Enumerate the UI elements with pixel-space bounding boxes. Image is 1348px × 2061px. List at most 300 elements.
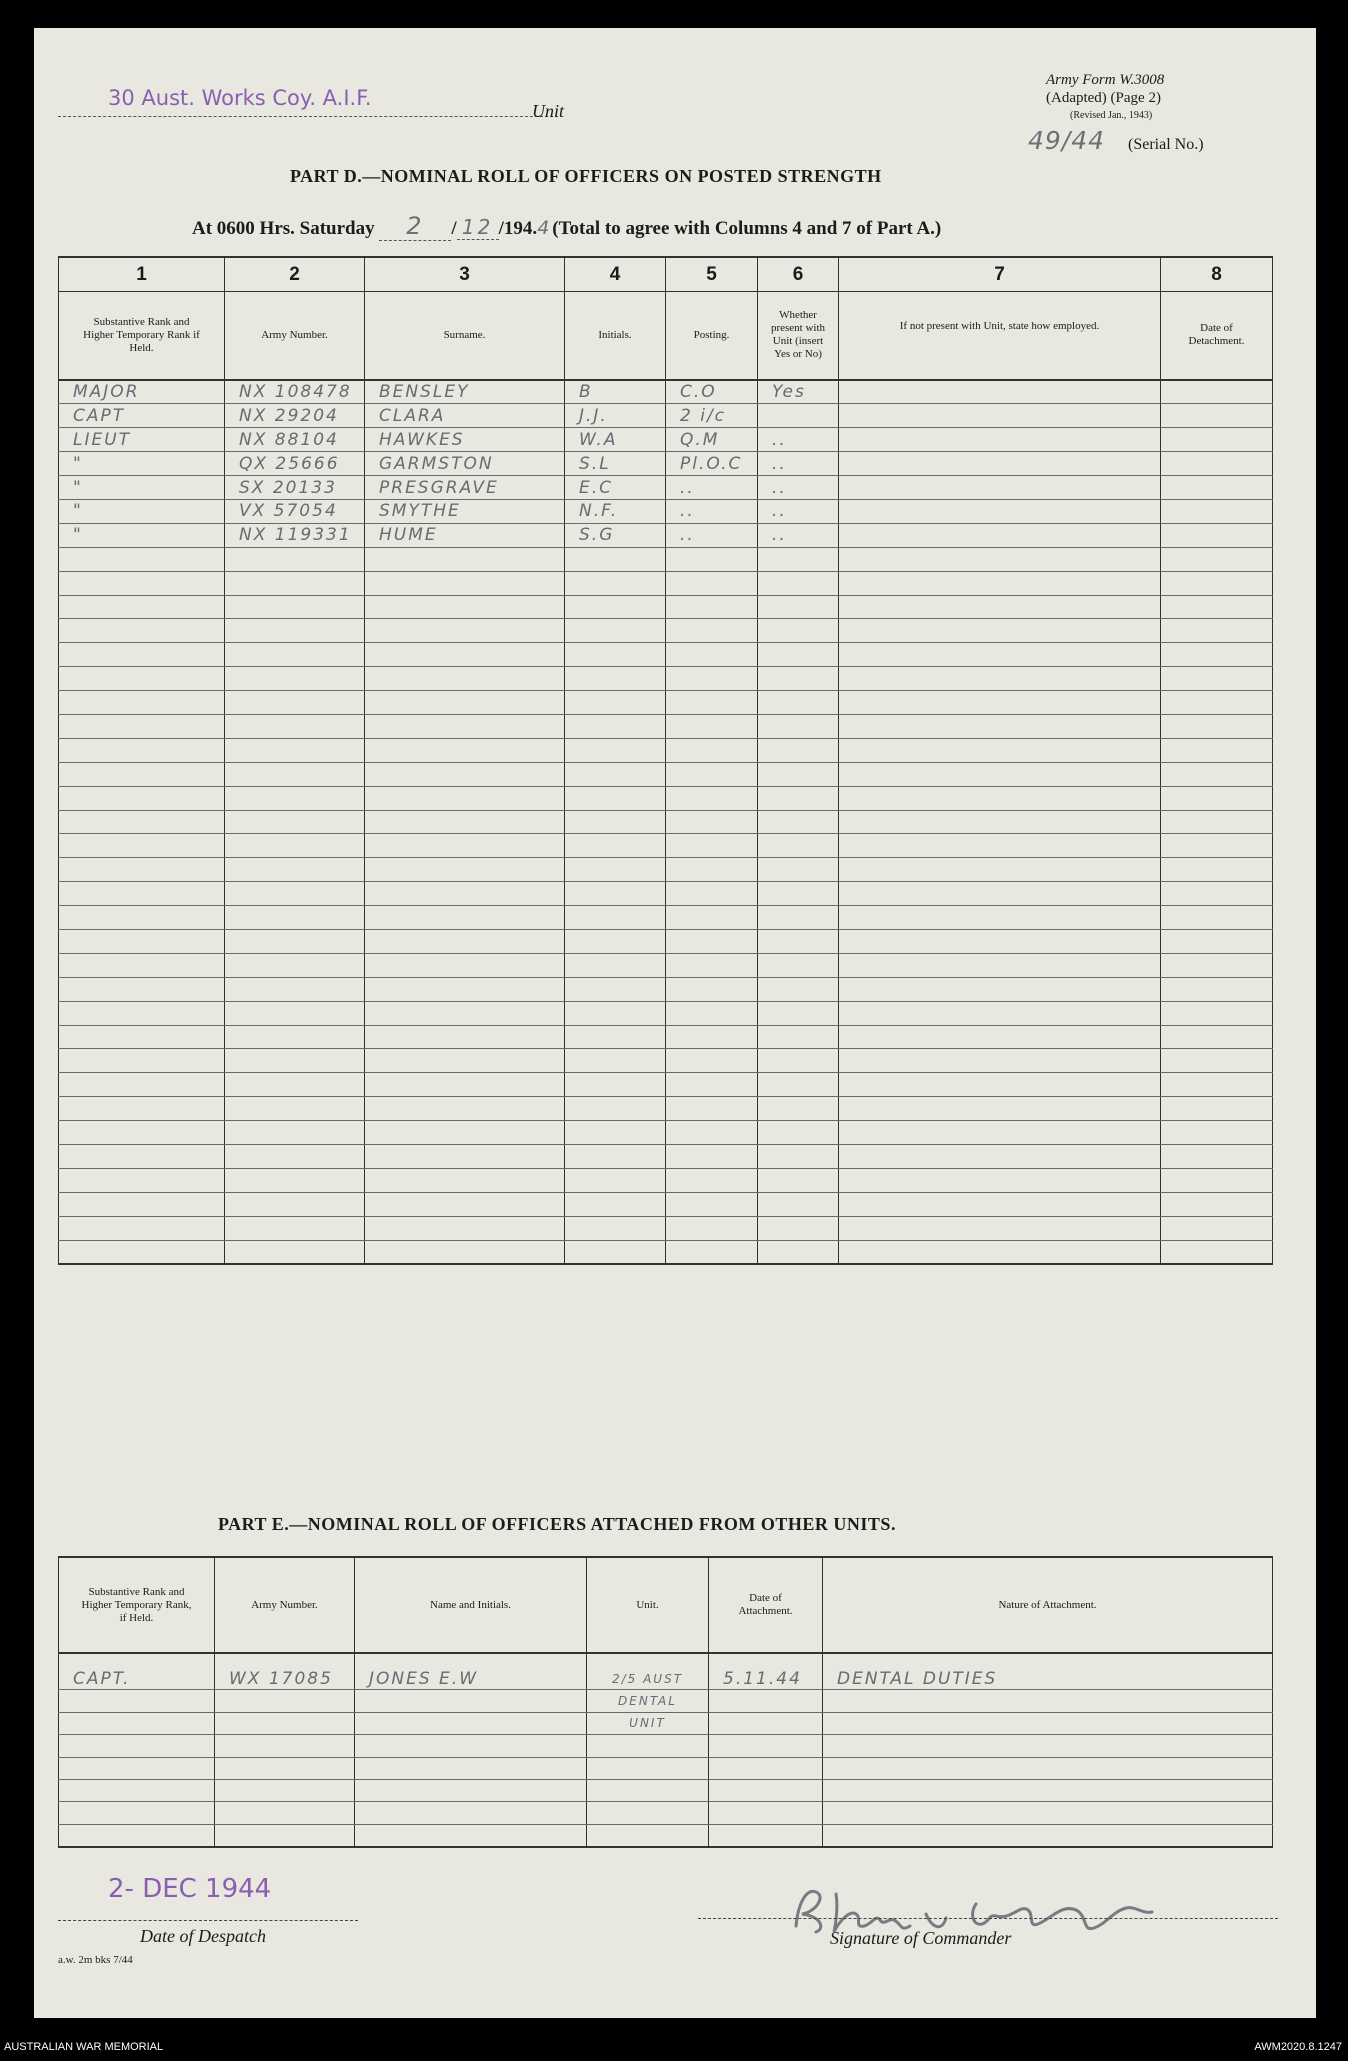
table-row bbox=[59, 786, 1273, 810]
form-revised: (Revised Jan., 1943) bbox=[1070, 110, 1153, 121]
table-cell bbox=[565, 595, 666, 619]
table-cell bbox=[1161, 499, 1273, 523]
table-cell bbox=[758, 810, 839, 834]
table-cell bbox=[839, 476, 1161, 500]
table-cell bbox=[666, 595, 758, 619]
table-cell: 2/5 AUST bbox=[587, 1653, 709, 1690]
table-cell bbox=[225, 1216, 365, 1240]
table-cell bbox=[565, 547, 666, 571]
table-row bbox=[59, 1216, 1273, 1240]
table-cell bbox=[225, 714, 365, 738]
table-cell bbox=[666, 810, 758, 834]
table-cell bbox=[666, 1192, 758, 1216]
table-cell bbox=[365, 571, 565, 595]
table-cell bbox=[59, 1757, 215, 1779]
table-cell bbox=[666, 571, 758, 595]
table-cell bbox=[565, 906, 666, 930]
table-cell bbox=[666, 834, 758, 858]
table-row bbox=[59, 738, 1273, 762]
table-cell bbox=[365, 810, 565, 834]
table-cell bbox=[1161, 1121, 1273, 1145]
table-cell bbox=[365, 1001, 565, 1025]
table-cell bbox=[1161, 906, 1273, 930]
table-cell bbox=[839, 547, 1161, 571]
table-cell bbox=[565, 762, 666, 786]
table-cell bbox=[839, 977, 1161, 1001]
table-cell: UNIT bbox=[587, 1712, 709, 1734]
table-cell bbox=[758, 1001, 839, 1025]
table-cell: SMYTHE bbox=[365, 499, 565, 523]
table-cell bbox=[565, 1121, 666, 1145]
table-cell bbox=[839, 452, 1161, 476]
table-cell bbox=[839, 523, 1161, 547]
e-header-army-number: Army Number. bbox=[215, 1557, 355, 1653]
table-cell bbox=[666, 1097, 758, 1121]
table-row bbox=[59, 1779, 1273, 1801]
part-e-table bbox=[58, 1556, 1273, 1848]
table-cell bbox=[59, 1121, 225, 1145]
table-row bbox=[59, 1025, 1273, 1049]
table-row bbox=[59, 643, 1273, 667]
table-row bbox=[59, 714, 1273, 738]
table-cell: C.O bbox=[666, 380, 758, 404]
table-cell bbox=[758, 953, 839, 977]
table-cell bbox=[839, 834, 1161, 858]
table-cell bbox=[225, 1192, 365, 1216]
table-cell: " bbox=[59, 499, 225, 523]
table-cell: NX 29204 bbox=[225, 404, 365, 428]
table-cell bbox=[758, 929, 839, 953]
table-cell bbox=[666, 953, 758, 977]
table-cell bbox=[709, 1824, 823, 1847]
table-cell bbox=[823, 1690, 1273, 1712]
time-prefix: At 0600 Hrs. Saturday bbox=[192, 218, 375, 239]
table-cell bbox=[59, 667, 225, 691]
table-cell bbox=[1161, 953, 1273, 977]
table-cell bbox=[59, 858, 225, 882]
table-row bbox=[59, 1121, 1273, 1145]
table-row bbox=[59, 1240, 1273, 1264]
col-number-5: 5 bbox=[666, 257, 758, 292]
table-row bbox=[59, 1653, 1273, 1690]
table-cell bbox=[839, 1168, 1161, 1192]
table-cell bbox=[1161, 595, 1273, 619]
table-cell bbox=[1161, 1097, 1273, 1121]
table-cell bbox=[565, 619, 666, 643]
table-cell bbox=[666, 786, 758, 810]
table-cell bbox=[565, 738, 666, 762]
table-row bbox=[59, 906, 1273, 930]
header-initials: Initials. bbox=[565, 292, 666, 380]
table-cell bbox=[59, 953, 225, 977]
table-cell bbox=[758, 1145, 839, 1169]
table-cell bbox=[758, 1240, 839, 1264]
table-cell bbox=[587, 1779, 709, 1801]
table-cell bbox=[355, 1712, 587, 1734]
header-detachment-date: Date of Detachment. bbox=[1161, 292, 1273, 380]
part-e-rows bbox=[59, 1653, 1273, 1847]
unit-line bbox=[58, 116, 558, 117]
table-cell bbox=[565, 1216, 666, 1240]
table-cell bbox=[59, 1097, 225, 1121]
table-cell bbox=[839, 428, 1161, 452]
date-month: 12 bbox=[457, 215, 499, 240]
table-row bbox=[59, 428, 1273, 452]
table-cell bbox=[565, 667, 666, 691]
col-number-2: 2 bbox=[225, 257, 365, 292]
table-cell bbox=[1161, 619, 1273, 643]
table-cell bbox=[1161, 1240, 1273, 1264]
table-cell bbox=[839, 499, 1161, 523]
table-cell bbox=[839, 810, 1161, 834]
table-cell: WX 17085 bbox=[215, 1653, 355, 1690]
table-cell bbox=[587, 1757, 709, 1779]
table-row bbox=[59, 1073, 1273, 1097]
table-cell bbox=[59, 786, 225, 810]
table-cell bbox=[666, 858, 758, 882]
table-cell bbox=[225, 1121, 365, 1145]
table-cell bbox=[666, 1145, 758, 1169]
table-cell bbox=[365, 1168, 565, 1192]
table-cell: E.C bbox=[565, 476, 666, 500]
table-cell bbox=[758, 571, 839, 595]
header-posting: Posting. bbox=[666, 292, 758, 380]
table-cell bbox=[215, 1779, 355, 1801]
table-cell bbox=[666, 643, 758, 667]
table-cell bbox=[225, 834, 365, 858]
table-cell bbox=[225, 643, 365, 667]
table-row bbox=[59, 667, 1273, 691]
table-cell bbox=[225, 1168, 365, 1192]
table-cell bbox=[709, 1690, 823, 1712]
col-number-3: 3 bbox=[365, 257, 565, 292]
table-cell bbox=[666, 619, 758, 643]
table-cell bbox=[225, 1097, 365, 1121]
table-cell bbox=[823, 1824, 1273, 1847]
table-cell: N.F. bbox=[565, 499, 666, 523]
table-cell bbox=[355, 1779, 587, 1801]
table-cell bbox=[666, 691, 758, 715]
table-cell bbox=[839, 1240, 1161, 1264]
table-cell: 5.11.44 bbox=[709, 1653, 823, 1690]
table-cell bbox=[365, 906, 565, 930]
table-cell bbox=[1161, 667, 1273, 691]
table-cell bbox=[839, 1049, 1161, 1073]
table-cell bbox=[365, 691, 565, 715]
table-cell bbox=[365, 714, 565, 738]
table-cell bbox=[1161, 1192, 1273, 1216]
col-number-6: 6 bbox=[758, 257, 839, 292]
table-cell bbox=[666, 906, 758, 930]
table-cell bbox=[565, 643, 666, 667]
table-cell bbox=[839, 929, 1161, 953]
table-cell bbox=[565, 1240, 666, 1264]
header-surname: Surname. bbox=[365, 292, 565, 380]
table-cell bbox=[59, 1779, 215, 1801]
table-cell bbox=[59, 1025, 225, 1049]
table-cell bbox=[225, 953, 365, 977]
table-row bbox=[59, 404, 1273, 428]
table-cell bbox=[215, 1824, 355, 1847]
table-cell bbox=[758, 1192, 839, 1216]
table-cell bbox=[225, 547, 365, 571]
table-cell bbox=[59, 1824, 215, 1847]
table-cell bbox=[225, 1073, 365, 1097]
table-cell bbox=[225, 691, 365, 715]
table-row bbox=[59, 858, 1273, 882]
table-cell bbox=[225, 1049, 365, 1073]
table-row bbox=[59, 882, 1273, 906]
table-cell: .. bbox=[666, 476, 758, 500]
table-cell: MAJOR bbox=[59, 380, 225, 404]
header-army-number: Army Number. bbox=[225, 292, 365, 380]
part-e-title: PART E.—NOMINAL ROLL OF OFFICERS ATTACHED FROM OTHER UNITS. bbox=[218, 1514, 896, 1534]
part-d-title: PART D.—NOMINAL ROLL OF OFFICERS ON POSTED STRENGTH bbox=[290, 166, 882, 186]
table-cell bbox=[1161, 1049, 1273, 1073]
table-cell bbox=[758, 762, 839, 786]
table-cell bbox=[565, 882, 666, 906]
table-cell bbox=[758, 906, 839, 930]
unit-stamp: 30 Aust. Works Coy. A.I.F. bbox=[108, 86, 372, 110]
table-cell: J.J. bbox=[565, 404, 666, 428]
table-cell bbox=[666, 738, 758, 762]
archive-caption-left: AUSTRALIAN WAR MEMORIAL bbox=[4, 2041, 164, 2053]
table-cell bbox=[355, 1690, 587, 1712]
table-cell bbox=[59, 1240, 225, 1264]
table-row bbox=[59, 380, 1273, 404]
table-cell: Yes bbox=[758, 380, 839, 404]
signature-label: Signature of Commander bbox=[830, 1928, 1012, 1948]
table-cell bbox=[666, 1168, 758, 1192]
table-cell bbox=[1161, 547, 1273, 571]
table-row bbox=[59, 1802, 1273, 1824]
table-cell bbox=[565, 1145, 666, 1169]
table-cell: S.G bbox=[565, 523, 666, 547]
table-cell bbox=[709, 1735, 823, 1757]
table-cell bbox=[355, 1757, 587, 1779]
table-cell bbox=[1161, 691, 1273, 715]
table-row bbox=[59, 762, 1273, 786]
table-cell bbox=[365, 643, 565, 667]
table-cell bbox=[758, 595, 839, 619]
table-cell bbox=[839, 1216, 1161, 1240]
table-cell: Q.M bbox=[666, 428, 758, 452]
table-cell bbox=[565, 786, 666, 810]
table-cell bbox=[365, 953, 565, 977]
table-cell bbox=[365, 1145, 565, 1169]
col-number-4: 4 bbox=[565, 257, 666, 292]
table-cell: NX 108478 bbox=[225, 380, 365, 404]
table-cell bbox=[565, 1073, 666, 1097]
print-code: a.w. 2m bks 7/44 bbox=[58, 1954, 133, 1966]
table-cell: QX 25666 bbox=[225, 452, 365, 476]
table-cell bbox=[59, 834, 225, 858]
table-cell bbox=[839, 1025, 1161, 1049]
table-cell bbox=[355, 1735, 587, 1757]
table-cell bbox=[666, 1025, 758, 1049]
header-rank: Substantive Rank and Higher Temporary Rank if Held. bbox=[59, 292, 225, 380]
table-cell bbox=[225, 1025, 365, 1049]
table-row bbox=[59, 1757, 1273, 1779]
table-cell: CLARA bbox=[365, 404, 565, 428]
table-cell bbox=[666, 1121, 758, 1145]
table-cell bbox=[565, 834, 666, 858]
table-cell bbox=[587, 1824, 709, 1847]
table-cell bbox=[709, 1779, 823, 1801]
table-cell bbox=[225, 786, 365, 810]
table-cell bbox=[59, 1192, 225, 1216]
table-cell bbox=[709, 1757, 823, 1779]
table-cell bbox=[839, 643, 1161, 667]
table-cell bbox=[823, 1779, 1273, 1801]
table-cell bbox=[839, 571, 1161, 595]
table-cell bbox=[1161, 762, 1273, 786]
table-cell bbox=[59, 571, 225, 595]
table-cell bbox=[59, 547, 225, 571]
archive-caption-bar bbox=[0, 2035, 1348, 2061]
table-cell bbox=[59, 619, 225, 643]
table-cell bbox=[225, 1240, 365, 1264]
table-cell bbox=[355, 1802, 587, 1824]
table-cell bbox=[758, 1216, 839, 1240]
table-cell bbox=[565, 1049, 666, 1073]
table-cell bbox=[1161, 404, 1273, 428]
archive-caption-right: AWM2020.8.1247 bbox=[1254, 2041, 1342, 2053]
table-cell bbox=[365, 858, 565, 882]
table-cell: SX 20133 bbox=[225, 476, 365, 500]
table-row bbox=[59, 977, 1273, 1001]
table-cell bbox=[758, 691, 839, 715]
table-cell: .. bbox=[758, 476, 839, 500]
table-cell bbox=[839, 738, 1161, 762]
table-cell bbox=[666, 1049, 758, 1073]
table-cell: JONES E.W bbox=[355, 1653, 587, 1690]
table-cell bbox=[365, 834, 565, 858]
table-cell bbox=[666, 929, 758, 953]
table-cell: CAPT. bbox=[59, 1653, 215, 1690]
table-cell bbox=[59, 643, 225, 667]
table-row bbox=[59, 1192, 1273, 1216]
table-cell bbox=[365, 1025, 565, 1049]
table-cell: NX 119331 bbox=[225, 523, 365, 547]
table-cell bbox=[225, 595, 365, 619]
table-cell: DENTAL bbox=[587, 1690, 709, 1712]
table-cell bbox=[565, 1025, 666, 1049]
despatch-label: Date of Despatch bbox=[140, 1926, 266, 1946]
table-row bbox=[59, 1690, 1273, 1712]
table-cell bbox=[839, 858, 1161, 882]
table-row bbox=[59, 547, 1273, 571]
table-cell bbox=[355, 1824, 587, 1847]
table-cell bbox=[565, 1192, 666, 1216]
table-row bbox=[59, 1049, 1273, 1073]
table-cell bbox=[59, 1168, 225, 1192]
e-header-nature: Nature of Attachment. bbox=[823, 1557, 1273, 1653]
table-cell bbox=[666, 762, 758, 786]
table-cell bbox=[59, 906, 225, 930]
table-cell bbox=[215, 1802, 355, 1824]
table-row bbox=[59, 691, 1273, 715]
e-header-unit: Unit. bbox=[587, 1557, 709, 1653]
table-cell: 2 i/c bbox=[666, 404, 758, 428]
table-cell bbox=[59, 1049, 225, 1073]
table-row bbox=[59, 1001, 1273, 1025]
table-cell bbox=[565, 571, 666, 595]
part-d-rows bbox=[59, 380, 1273, 1265]
table-cell bbox=[1161, 1216, 1273, 1240]
table-row bbox=[59, 452, 1273, 476]
table-row bbox=[59, 1168, 1273, 1192]
table-cell bbox=[839, 619, 1161, 643]
table-cell: HAWKES bbox=[365, 428, 565, 452]
table-cell: CAPT bbox=[59, 404, 225, 428]
table-cell bbox=[666, 882, 758, 906]
table-cell: S.L bbox=[565, 452, 666, 476]
table-cell bbox=[709, 1712, 823, 1734]
table-cell bbox=[1161, 523, 1273, 547]
table-cell bbox=[1161, 428, 1273, 452]
table-cell bbox=[1161, 1073, 1273, 1097]
table-cell bbox=[59, 1802, 215, 1824]
table-cell bbox=[59, 810, 225, 834]
table-cell bbox=[365, 1073, 565, 1097]
table-cell bbox=[59, 1216, 225, 1240]
signature-line bbox=[698, 1918, 1278, 1919]
table-cell bbox=[666, 714, 758, 738]
year-digit: 4 bbox=[537, 217, 553, 239]
table-cell bbox=[839, 1121, 1161, 1145]
table-cell: " bbox=[59, 523, 225, 547]
table-cell bbox=[365, 1049, 565, 1073]
table-cell bbox=[225, 1001, 365, 1025]
table-cell bbox=[758, 1121, 839, 1145]
table-cell: .. bbox=[758, 428, 839, 452]
table-cell bbox=[839, 691, 1161, 715]
table-cell bbox=[225, 1145, 365, 1169]
table-cell bbox=[1161, 452, 1273, 476]
table-cell bbox=[1161, 1025, 1273, 1049]
table-cell bbox=[666, 547, 758, 571]
table-cell bbox=[215, 1735, 355, 1757]
table-cell bbox=[225, 906, 365, 930]
table-cell bbox=[758, 404, 839, 428]
form-sheet bbox=[34, 28, 1316, 2018]
table-cell bbox=[365, 1097, 565, 1121]
unit-label: Unit bbox=[532, 101, 565, 121]
table-cell: .. bbox=[758, 499, 839, 523]
table-cell bbox=[1161, 1001, 1273, 1025]
table-row bbox=[59, 953, 1273, 977]
table-cell: NX 88104 bbox=[225, 428, 365, 452]
table-cell bbox=[666, 977, 758, 1001]
table-cell bbox=[758, 1049, 839, 1073]
table-row bbox=[59, 929, 1273, 953]
table-cell: .. bbox=[758, 452, 839, 476]
e-header-attachment-date: Date of Attachment. bbox=[709, 1557, 823, 1653]
table-row bbox=[59, 1712, 1273, 1734]
table-cell: LIEUT bbox=[59, 428, 225, 452]
table-cell bbox=[59, 595, 225, 619]
table-row bbox=[59, 1735, 1273, 1757]
table-cell bbox=[758, 738, 839, 762]
table-cell bbox=[365, 977, 565, 1001]
table-cell bbox=[758, 882, 839, 906]
table-row bbox=[59, 523, 1273, 547]
table-cell: .. bbox=[666, 523, 758, 547]
table-cell bbox=[839, 667, 1161, 691]
table-cell bbox=[758, 547, 839, 571]
table-cell bbox=[758, 619, 839, 643]
